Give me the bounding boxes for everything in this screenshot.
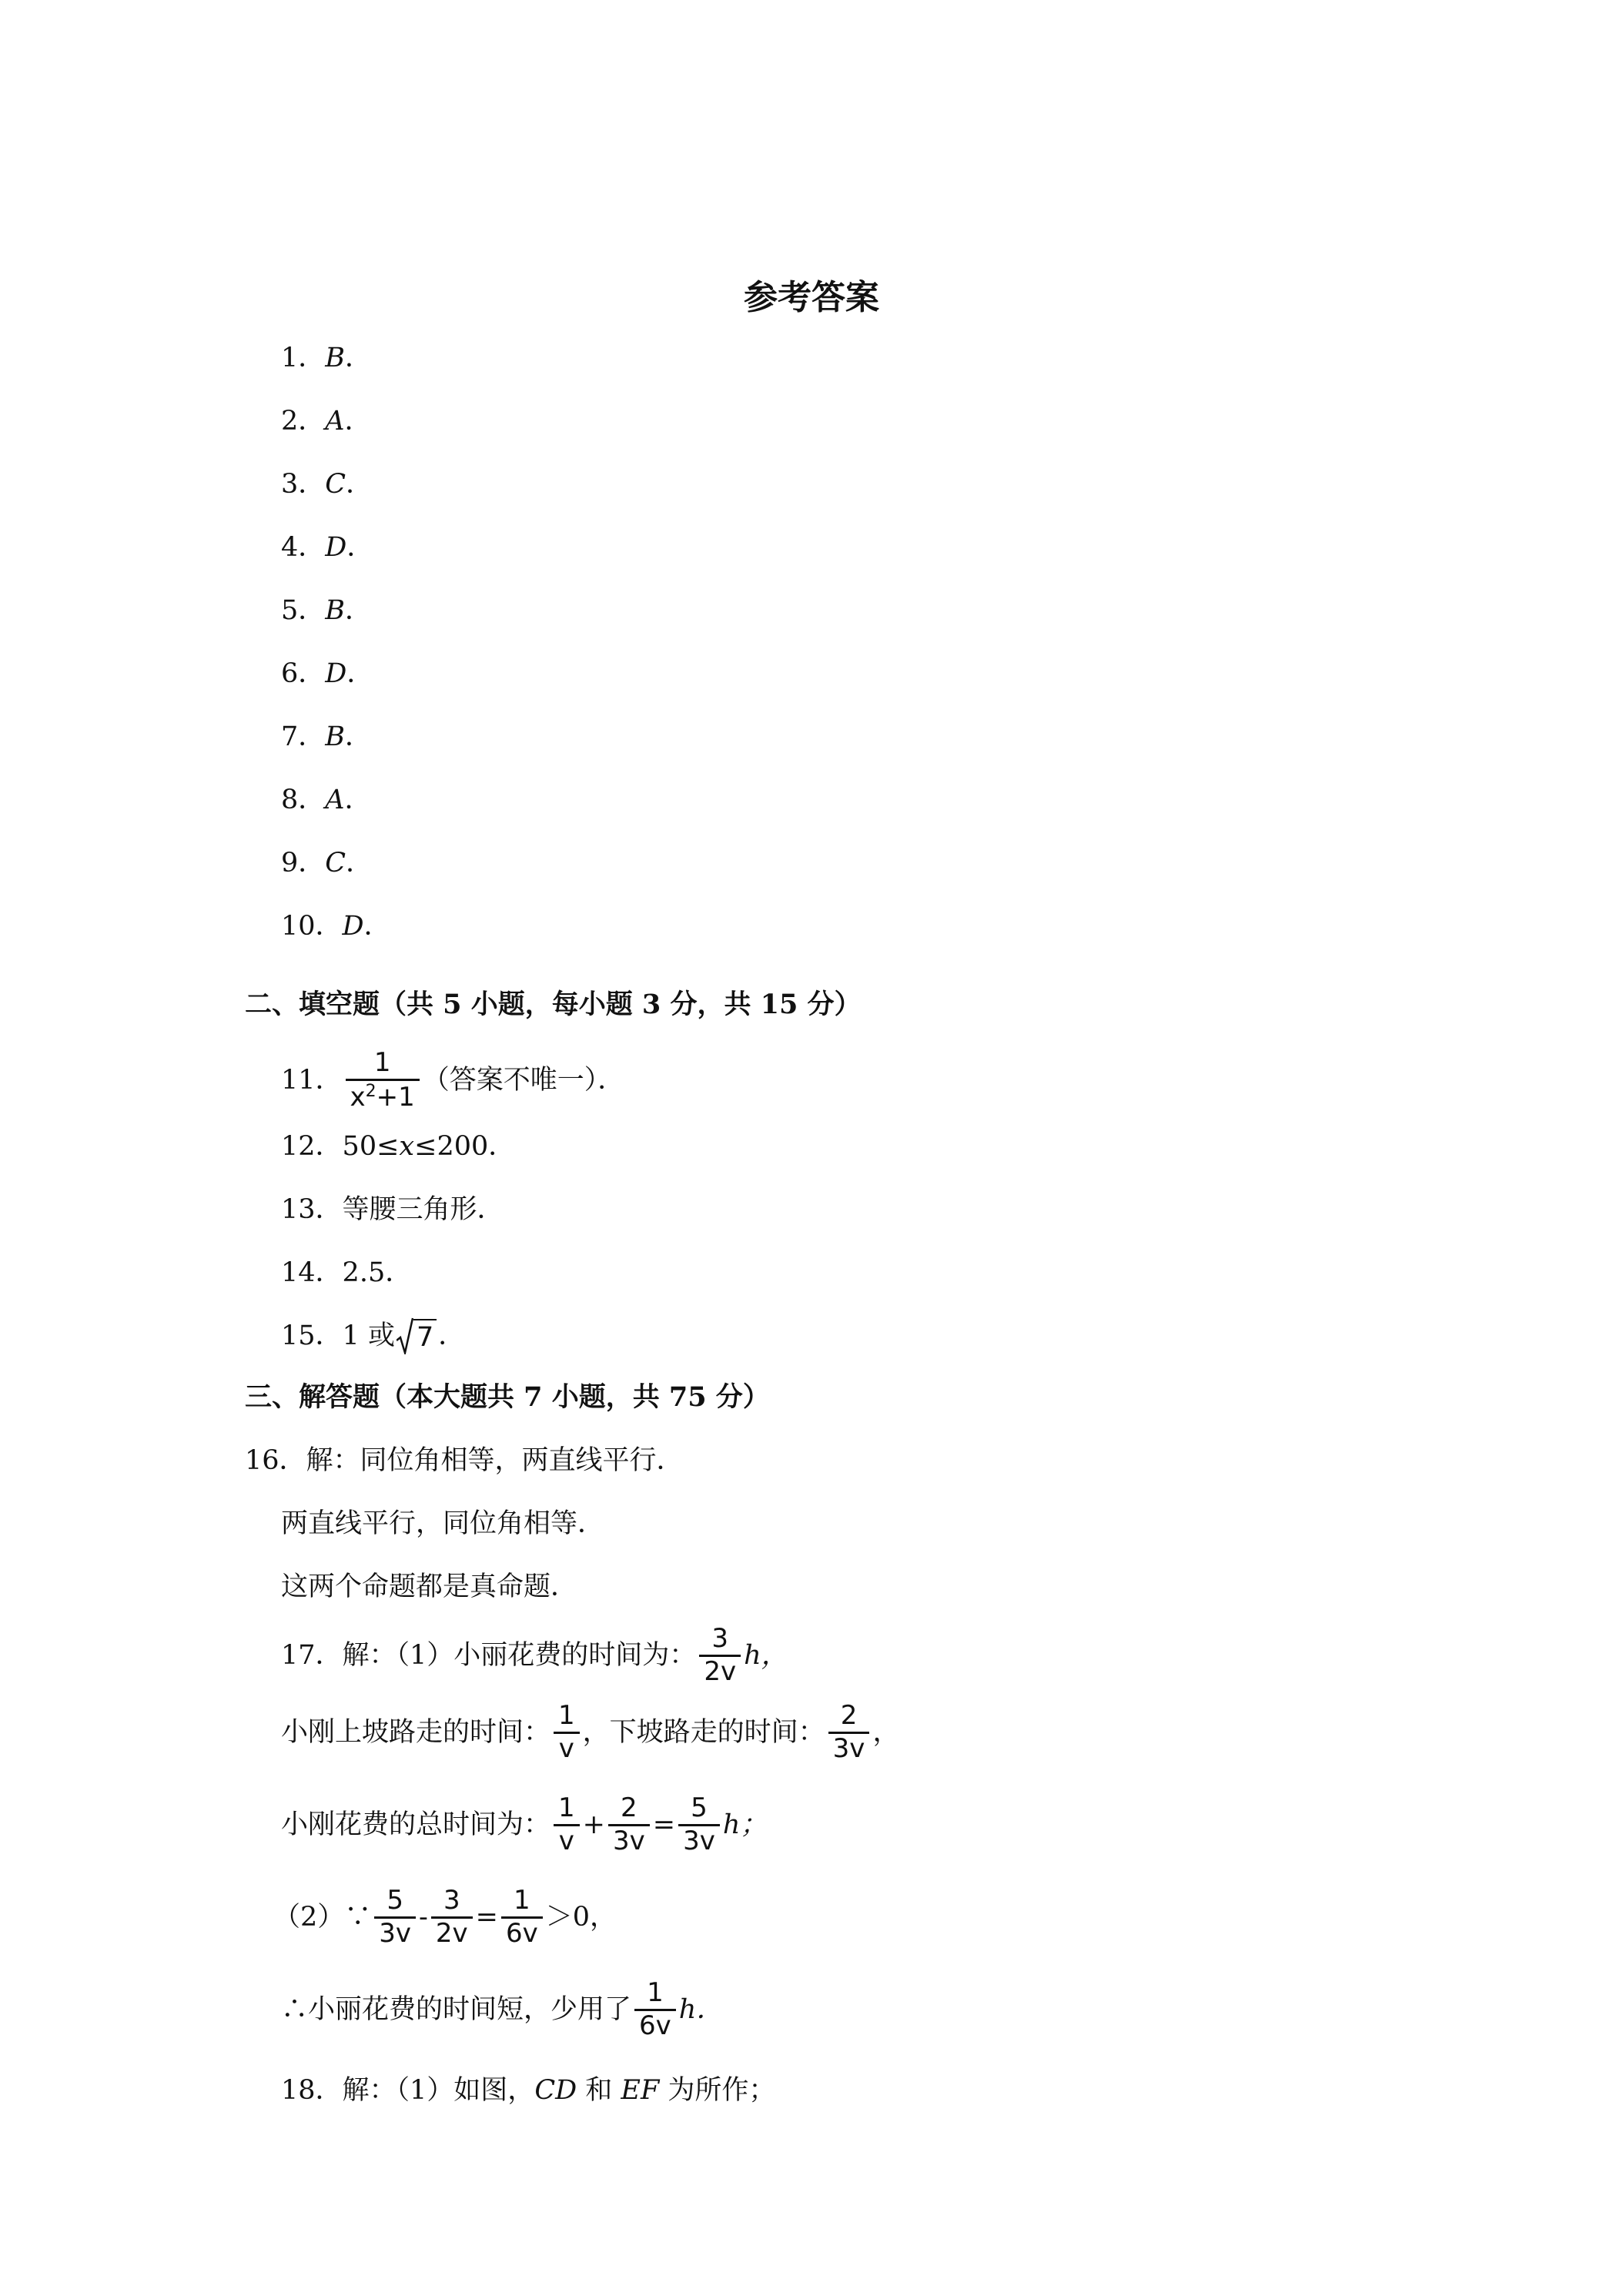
answer-11-num: 11．	[281, 1065, 343, 1096]
choice-answer-3: 3． C ．	[281, 469, 373, 500]
choice-answer-5: 5． B ．	[281, 595, 373, 626]
answer-18-line1: 18．解：（1）如图， CD 和 EF 为所作；	[281, 2075, 776, 2106]
answer-17-line2: 小刚上坡路走的时间： $\frac{1}{v}$ ，下坡路走的时间： $\frac{2}{3v}$ ，	[281, 1699, 900, 1764]
answer-17-line4: （2）∵ $\frac{5}{3v}$ - $\frac{3}{2v}$ = $\frac{1}{6v}$ ＞0，	[273, 1884, 617, 1949]
choice-answer-7: 7． B ．	[281, 721, 373, 752]
answer-17-line1: 17．解：（1）小丽花费的时间为： $\frac{3}{2v}$ h，	[281, 1622, 788, 1687]
choice-answer-2: 2． A ．	[281, 406, 372, 437]
choice-answer-4: 4． D ．	[281, 532, 374, 563]
answer-17-line3: 小刚花费的总时间为： $\frac{1}{v}$ + $\frac{2}{3v}$ = $\frac{5}{3v}$ h；	[281, 1792, 768, 1856]
answer-16-line2: 两直线平行，同位角相等．	[281, 1508, 605, 1539]
answer-11	[281, 1046, 625, 1113]
answer-13: 13． 等腰三角形．	[281, 1194, 504, 1225]
sqrt-symbol: 7	[397, 1317, 437, 1354]
answer-14: 14． 2.5．	[281, 1257, 413, 1288]
answer-12: 12． 50≤ x ≤200．	[281, 1131, 516, 1162]
choice-answer-8: 8． A ．	[281, 785, 372, 815]
answer-15: 15． 1 或 7 ．	[281, 1314, 465, 1358]
choice-answer-9: 9． C ．	[281, 848, 373, 879]
section2-header: 二、填空题（共 5 小题，每小题 3 分，共 15 分）	[245, 989, 862, 1020]
answer-11-tail: （答案不唯一）．	[422, 1065, 625, 1096]
answer-16-line3: 这两个命题都是真命题．	[281, 1571, 578, 1602]
choice-answer-10: 10． D ．	[281, 911, 391, 942]
choice-answer-1: 1． B ．	[281, 343, 373, 373]
choice-answer-6: 6． D ．	[281, 658, 374, 689]
answer-16-line1: 16．解：同位角相等，两直线平行．	[245, 1445, 684, 1476]
page-title: 参考答案	[744, 278, 879, 317]
answer-11-fraction: $\frac{1}{x^2+1}$	[346, 1049, 420, 1111]
answer-17-line5: ∴小丽花费的时间短，少用了 $\frac{1}{6v}$ h．	[281, 1976, 724, 2041]
section3-header: 三、解答题（本大题共 7 小题，共 75 分）	[245, 1381, 770, 1413]
